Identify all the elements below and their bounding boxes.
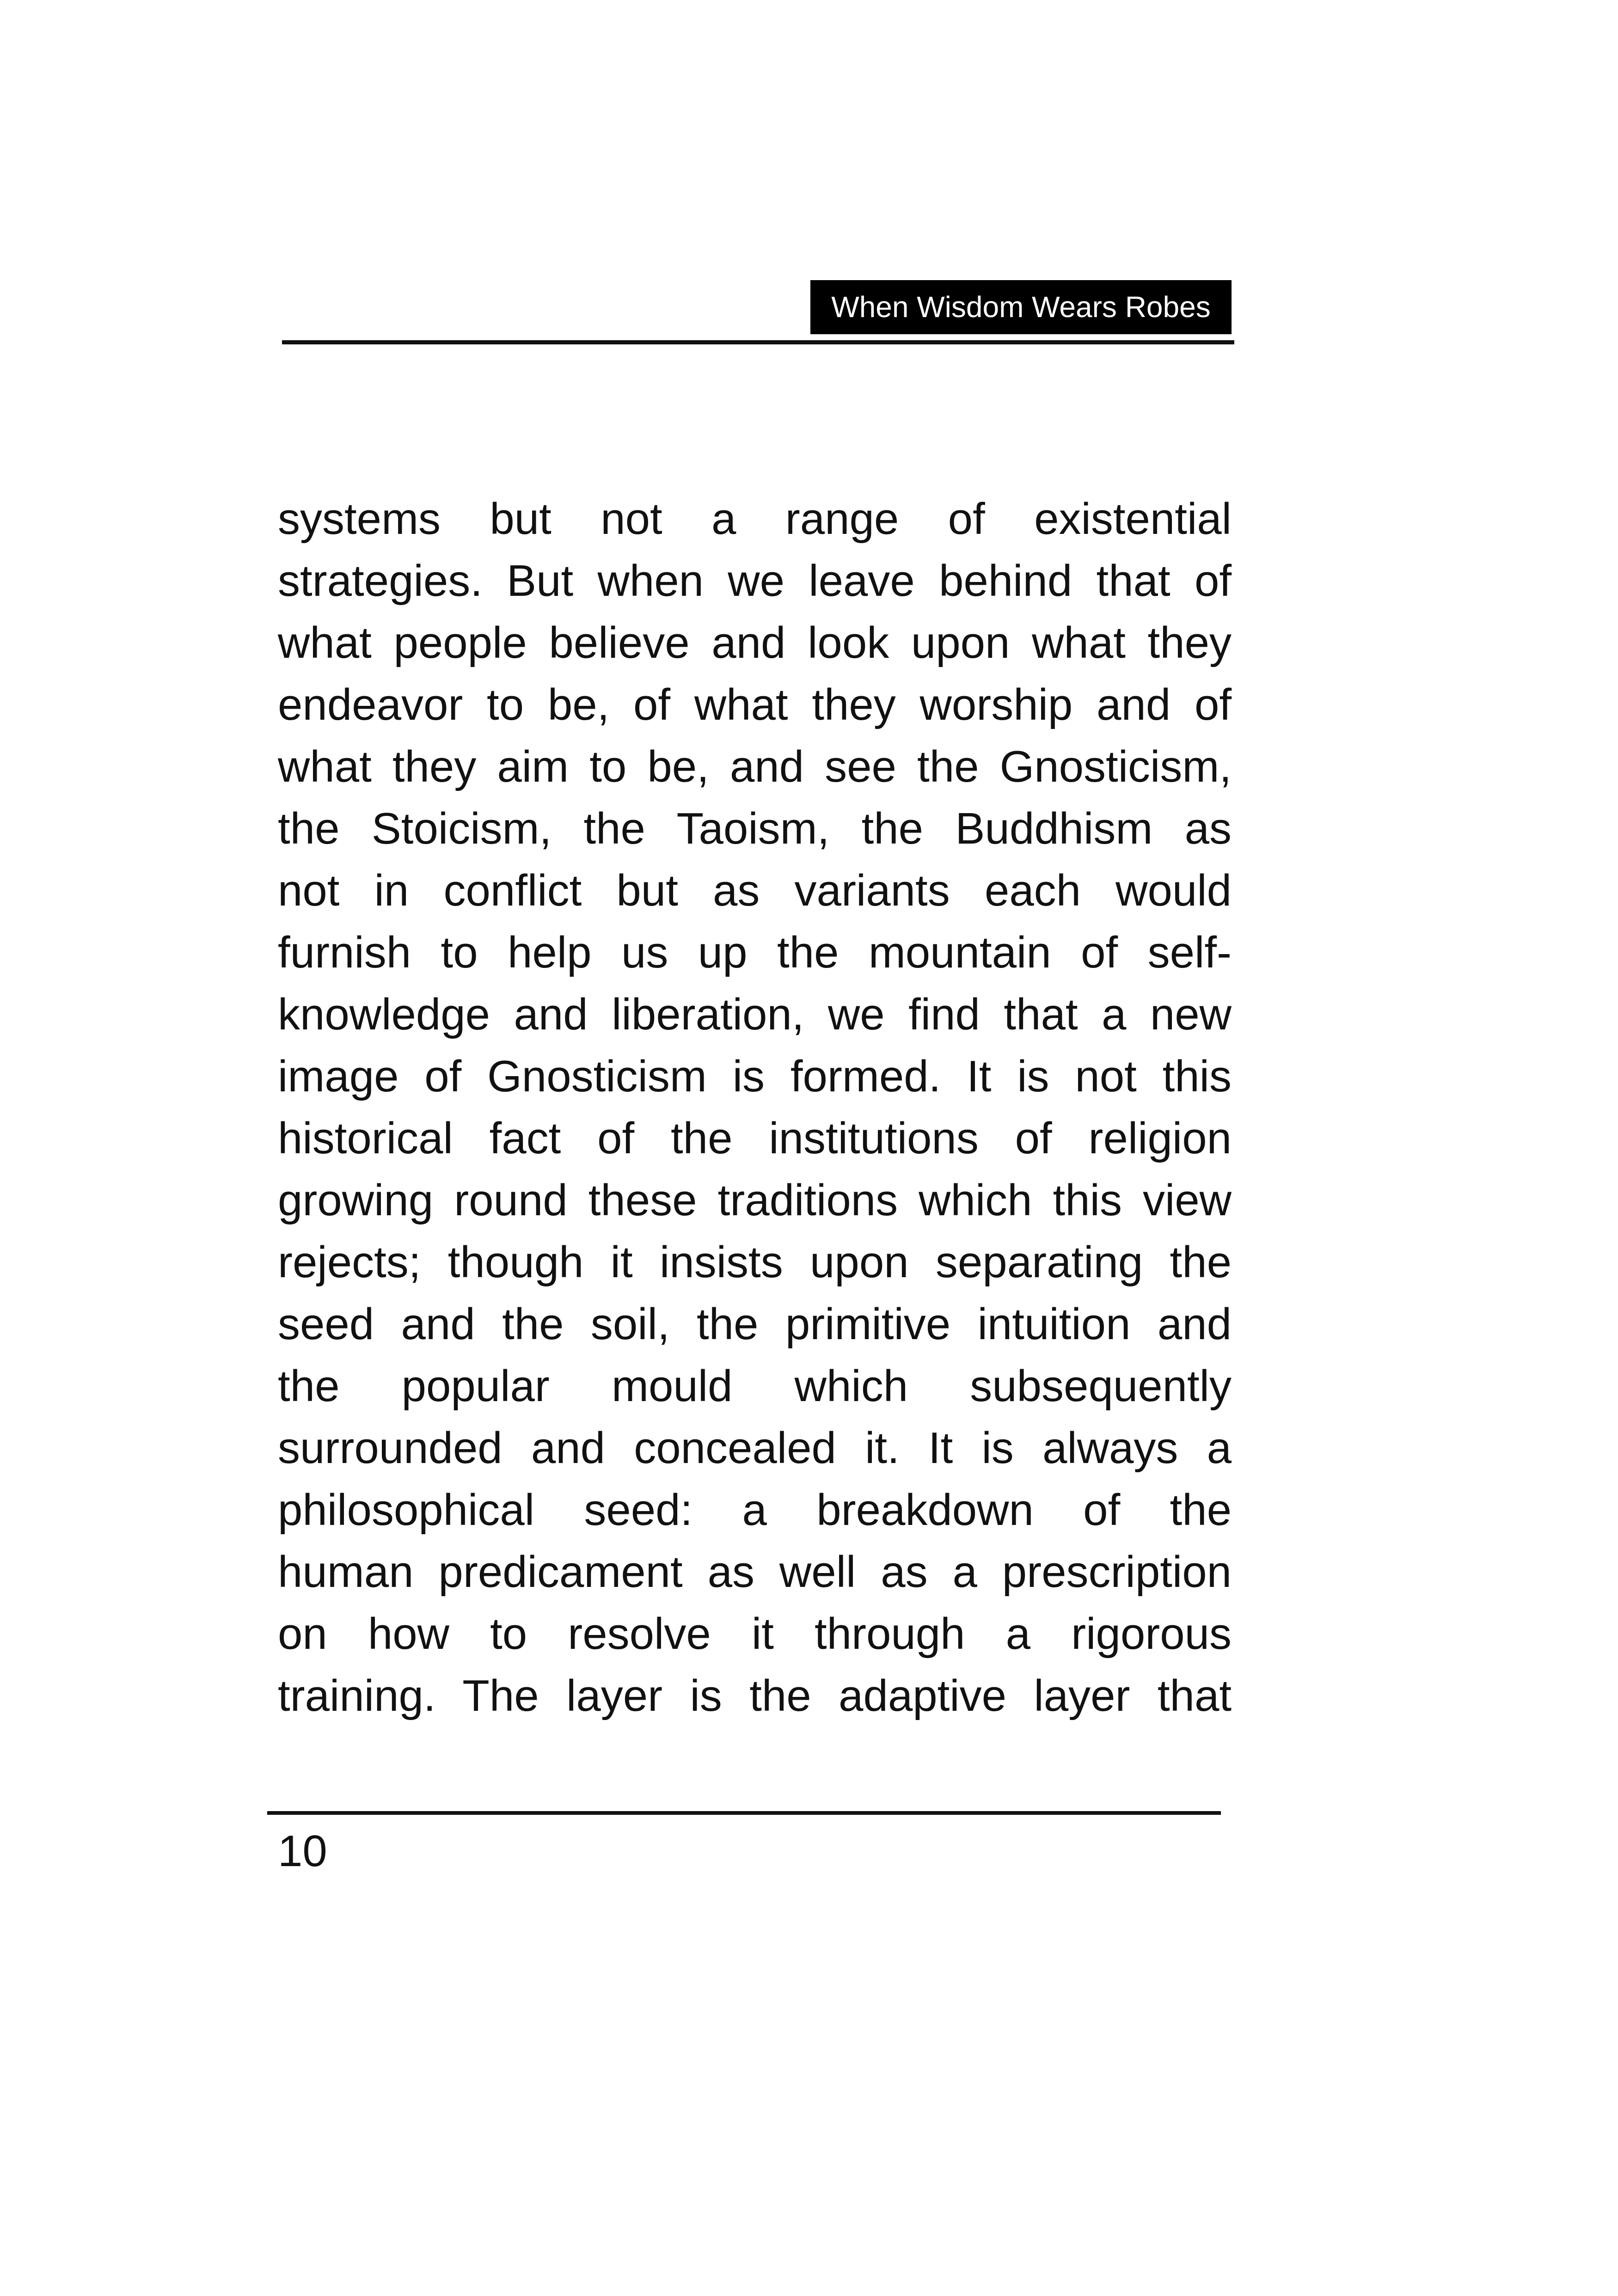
text-line: seed and the soil, the primitive intuition and xyxy=(278,1299,1232,1349)
text-line: human predicament as well as a prescription xyxy=(278,1547,1232,1597)
text-line: furnish to help us up the mountain of self- xyxy=(278,928,1232,977)
running-header-title: When Wisdom Wears Robes xyxy=(810,280,1232,334)
text-line: what people believe and look upon what they xyxy=(278,618,1232,667)
text-line: surrounded and concealed it. It is always a xyxy=(278,1423,1232,1473)
text-line: philosophical seed: a breakdown of the xyxy=(278,1485,1232,1535)
text-line: historical fact of the institutions of religion xyxy=(278,1114,1232,1163)
text-line: endeavor to be, of what they worship and of xyxy=(278,680,1232,729)
text-line: on how to resolve it through a rigorous xyxy=(278,1609,1232,1659)
page-number: 10 xyxy=(278,1826,327,1876)
body-text xyxy=(278,488,1232,1727)
text-line: training. The layer is the adaptive layer that xyxy=(278,1671,1232,1720)
footer-rule xyxy=(267,1811,1221,1815)
text-line: systems but not a range of existential xyxy=(278,494,1232,544)
text-line: the popular mould which subsequently xyxy=(278,1361,1232,1411)
text-line: strategies. But when we leave behind that of xyxy=(278,556,1232,606)
text-line: image of Gnosticism is formed. It is not this xyxy=(278,1052,1232,1101)
text-line: what they aim to be, and see the Gnosticism, xyxy=(278,742,1232,791)
header-rule xyxy=(282,340,1234,344)
text-line: the Stoicism, the Taoism, the Buddhism as xyxy=(278,804,1232,853)
text-line: not in conflict but as variants each would xyxy=(278,866,1232,915)
text-line: growing round these traditions which this view xyxy=(278,1176,1232,1225)
text-line: rejects; though it insists upon separating the xyxy=(278,1237,1232,1287)
text-line: knowledge and liberation, we find that a new xyxy=(278,990,1232,1039)
